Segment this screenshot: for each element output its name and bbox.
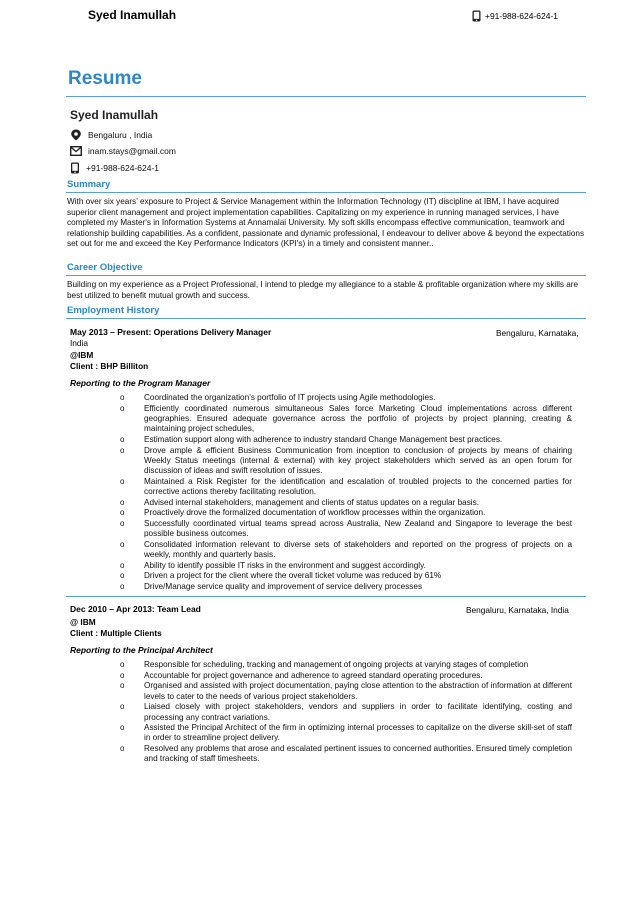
job-company: @ IBM (70, 617, 96, 627)
list-item: o Drove ample & efficient Business Communication from inception to conclusion of projects by means of chairing Weekly Status meetings (internal & external) with key project stakeholders which served as an open forum for discussion of ideas and swift resolution of issues. (120, 446, 572, 477)
list-item: o Efficiently coordinated numerous simultaneous Sales force Marketing Cloud implementations across different geographies. Ensured adequate governance across the portfolio of projects by project planning, creating & maintaining project schedules, (120, 404, 572, 435)
contact-email-text[interactable]: inam.stays@gmail.com (88, 146, 176, 156)
list-item: o Driven a project for the client where the overall ticket volume was reduced by 61% (120, 571, 572, 581)
list-item: o Maintained a Risk Register for the identification and escalation of troubled projects to the concerned parties for corrective actions thereby facilitating resolution. (120, 477, 572, 497)
list-item: o Advised internal stakeholders, management and clients of status updates on a regular basis. (120, 498, 572, 508)
summary-text: With over six years’ exposure to Project & Service Management within the Information Technology (IT) discipline at IBM, I have acquired superior client management and project implementation capabilities. Capitalizing on my experience in running managed services, I have completed my Master's in Information Systems at Annamalai University. My soft skills encompass effective communication, teamwork and relationship building capabilities. As a confident, passionate and dynamic professional, I endeavour to deliver above & beyond the expectations set out for me and exceed the Key Performance Indicators (KPI's) in a timely and consistent manner.. (67, 197, 585, 248)
list-item: o Coordinated the organization’s portfolio of IT projects using Agile methodologies. (120, 393, 572, 403)
list-item: o Successfully coordinated virtual teams spread across Australia, New Zealand and Singapore to leverage the best possible business outcomes. (120, 519, 572, 539)
job-client: Client : BHP Billiton (70, 361, 149, 371)
list-item: o Responsible for scheduling, tracking and management of ongoing projects at varying stages of completion (120, 660, 572, 670)
header-name: Syed Inamullah (88, 8, 177, 22)
list-item: o Drive/Manage service quality and improvement of service delivery processes (120, 582, 572, 592)
page-header (88, 8, 568, 26)
job-divider (66, 596, 586, 597)
profile-name: Syed Inamullah (70, 108, 159, 122)
list-item: o Accountable for project governance and adherence to agreed standard operating procedures. (120, 671, 572, 681)
map-pin-icon (70, 129, 82, 141)
mobile-phone-icon (70, 162, 80, 174)
job-title: Dec 2010 – Apr 2013: Team Lead (70, 604, 201, 614)
job-reporting: Reporting to the Program Manager (70, 378, 211, 388)
objective-divider (66, 275, 586, 276)
list-item: o Ability to identify possible IT risks in the environment and suggest accordingly. (120, 561, 572, 571)
list-item: o Estimation support along with adherence to industry standard Change Management best practices. (120, 435, 572, 445)
envelope-icon (70, 146, 82, 156)
job-duties-list (120, 660, 572, 765)
list-item: o Organised and assisted with project documentation, paying close attention to the abstraction of information at different levels to cater to the needs of various project stakeholders. (120, 681, 572, 701)
list-item: o Consolidated information relevant to diverse sets of stakeholders and reported on the progress of projects on a weekly, monthly and quarterly basis. (120, 540, 572, 560)
contact-email[interactable] (70, 146, 176, 156)
job-client: Client : Multiple Clients (70, 628, 162, 638)
job-location-country: India (70, 338, 88, 348)
job-location: Bengaluru, Karnataka, (496, 328, 579, 338)
job-title: May 2013 – Present: Operations Delivery Manager (70, 327, 272, 337)
contact-phone-text: +91-988-624-624-1 (86, 163, 160, 173)
contact-phone (70, 162, 159, 174)
list-item: o Liaised closely with project stakeholders, vendors and suppliers in order to facilitate identifying, costing and processing any contract variations. (120, 702, 572, 722)
header-phone-text: +91-988-624-624-1 (484, 11, 558, 21)
objective-heading: Career Objective (67, 262, 143, 273)
list-item: o Proactively drove the formalized documentation of workflow processes within the organization. (120, 508, 572, 518)
employment-heading: Employment History (67, 305, 160, 316)
job-location: Bengaluru, Karnataka, India (466, 605, 569, 615)
summary-heading: Summary (67, 179, 111, 190)
objective-text: Building on my experience as a Project Professional, I intend to pledge my allegiance to a stable & profitable organization where my skills are best utilized to benefit mutual growth and success. (67, 280, 579, 300)
resume-title: Resume (68, 68, 142, 89)
employment-divider (66, 318, 586, 319)
mobile-phone-icon (472, 10, 481, 22)
job-reporting: Reporting to the Principal Architect (70, 645, 213, 655)
header-phone (472, 10, 558, 22)
title-divider (66, 96, 586, 97)
summary-divider (66, 192, 586, 193)
job-duties-list (120, 393, 572, 593)
job-company: @IBM (70, 350, 94, 360)
list-item: o Resolved any problems that arose and escalated pertinent issues to concerned authorities. Ensured timely completion and tracking of staff timesheets. (120, 744, 572, 764)
contact-location (70, 129, 152, 141)
list-item: o Assisted the Principal Architect of the firm in optimizing internal processes to capitalize on the diverse skill-set of staff in order to streamline project delivery. (120, 723, 572, 743)
contact-location-text: Bengaluru , India (88, 130, 153, 140)
